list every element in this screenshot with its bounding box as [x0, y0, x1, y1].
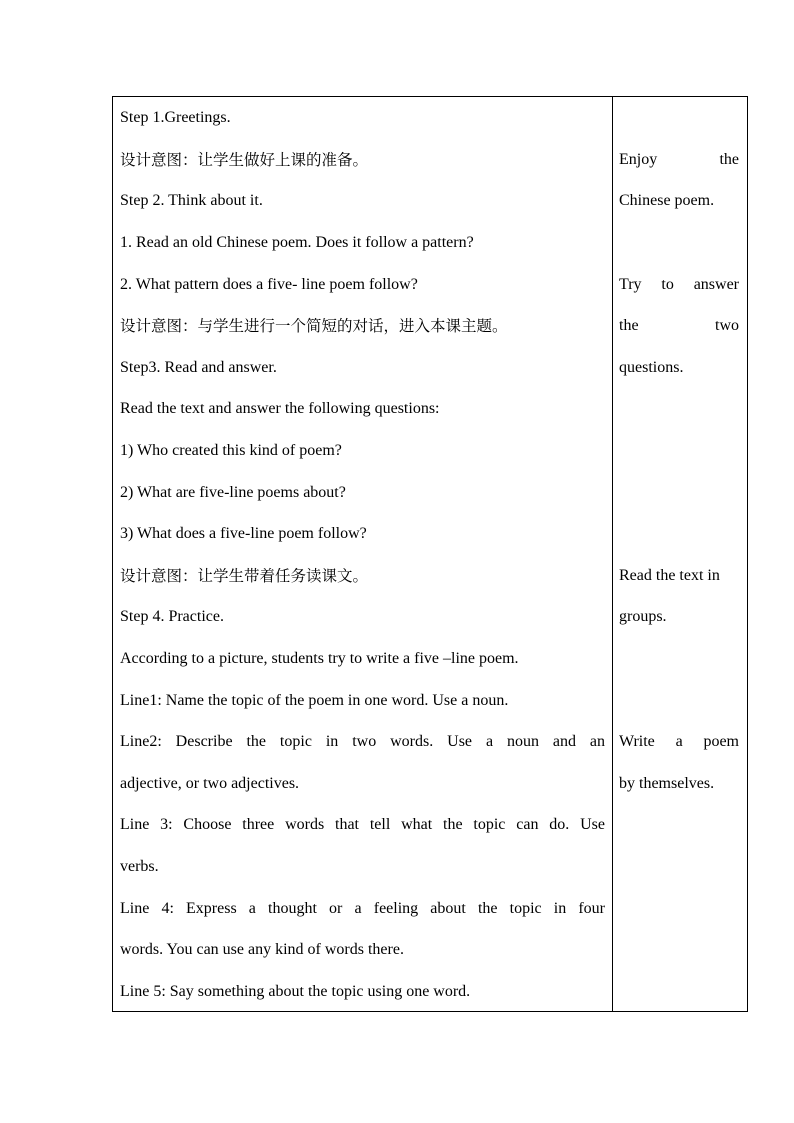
question-2: 2) What are five-line poems about? — [120, 484, 346, 501]
teaching-steps-column — [113, 97, 613, 1011]
step-4-instruction: According to a picture, students try to write a five –line poem. — [120, 650, 519, 667]
line-4-rule: Line 4: Express a thought or a feeling about the topic in four — [120, 900, 605, 917]
design-intent-2: 设计意图：与学生进行一个简短的对话，进入本课主题。 — [120, 317, 508, 335]
activity-answer-1: Try to answer — [619, 276, 739, 293]
activity-write-2: by themselves. — [619, 775, 715, 792]
line-4-rule-cont: words. You can use any kind of words there. — [120, 941, 404, 958]
line-5-rule: Line 5: Say something about the topic using one word. — [120, 983, 471, 1000]
student-activities-column — [613, 97, 747, 1011]
activity-answer-3: questions. — [619, 359, 684, 376]
line-3-rule: Line 3: Choose three words that tell what the topic can do. Use — [120, 816, 605, 833]
question-1: 1) Who created this kind of poem? — [120, 442, 342, 459]
question-3: 3) What does a five-line poem follow? — [120, 525, 367, 542]
activity-read-2: groups. — [619, 608, 667, 625]
activity-write-1: Write a poem — [619, 733, 739, 750]
line-3-rule-cont: verbs. — [120, 858, 159, 875]
line-1-rule: Line1: Name the topic of the poem in one word. Use a noun. — [120, 692, 509, 709]
activity-answer-2: the two — [619, 317, 739, 334]
lesson-plan-table — [112, 96, 748, 1012]
activity-enjoy-1: Enjoy the — [619, 151, 739, 168]
step-1-heading: Step 1.Greetings. — [120, 109, 231, 126]
design-intent-3: 设计意图：让学生带着任务读课文。 — [120, 567, 369, 585]
step-3-instruction: Read the text and answer the following questions: — [120, 400, 440, 417]
step-4-heading: Step 4. Practice. — [120, 608, 224, 625]
step-2-heading: Step 2. Think about it. — [120, 192, 263, 209]
design-intent-1: 设计意图：让学生做好上课的准备。 — [120, 151, 369, 169]
step-2-item-1: 1. Read an old Chinese poem. Does it follow a pattern? — [120, 234, 474, 251]
step-3-heading: Step3. Read and answer. — [120, 359, 277, 376]
step-2-item-2: 2. What pattern does a five- line poem follow? — [120, 276, 418, 293]
line-2-rule: Line2: Describe the topic in two words. Use a noun and an — [120, 733, 605, 750]
activity-read-1: Read the text in — [619, 567, 720, 584]
line-2-rule-cont: adjective, or two adjectives. — [120, 775, 300, 792]
activity-enjoy-2: Chinese poem. — [619, 192, 715, 209]
